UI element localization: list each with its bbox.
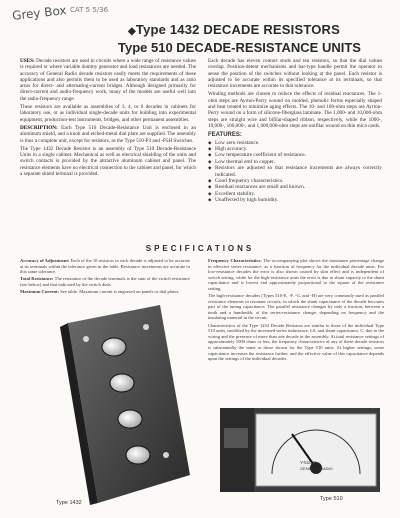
max-current-spec: Maximum Current: See table. Maximum current is engraved on panels or dial plates. xyxy=(20,288,180,294)
features-list xyxy=(208,140,382,204)
feature-item: ◆ High accuracy. xyxy=(215,146,382,152)
feature-item: ◆ Unaffected by high humidity. xyxy=(215,197,382,203)
features-section xyxy=(208,132,382,203)
caption-type-510: Type 510 xyxy=(320,496,343,502)
diamond-icon: ◆ xyxy=(128,26,136,37)
frequency-spec: Frequency Characteristics: The accompanying plot shows the maximum percentage change in effective series resistance, as a function of frequency for the individual decade units. For low-resistance decades the error is also shown caused by skin effect and is independent of switch setting, while for the high-resistance units the error is due to shunt capacity to the shunt capacitance and is lowest and approximately proportional to the square of the resistance setting. xyxy=(208,258,384,291)
page-title: ◆Type 1432 DECADE RESISTORS xyxy=(128,22,341,37)
assembly-paragraph: The Type 1432 Decade Resistor is an assembly of Type 510 Decade-Resistance Units in a single cabinet. Mechanical as well as electrical shielding of the units and switch contacts is provided by the attractive aluminum cabinet and panel. The resistance elements have no electrical connection to the cabinet and panel, for which a separate shield terminal is provided. xyxy=(20,145,196,178)
spec-right-column xyxy=(208,258,384,363)
decade-unit-dial-photo xyxy=(220,408,380,492)
dial-label: Y-510-D xyxy=(300,460,317,465)
availability-paragraph: These resistors are available as assemblies of 3, 4, or 6 decades in cabinets for laboratory use, or as individual single-decade units for building into experimental equipment, production-test instruments, bridges, and other permanent assemblies. xyxy=(20,104,196,123)
feature-item: ◆ Residual reactances are small and known. xyxy=(215,184,382,190)
frequency-spec-3: Characteristics of the Type 1432 Decade Resistors are similar to those of the individual Type 510 units, modified by the increased series inductance, L0, and shunt capacitance, C, due to the wiring and the presence of more than one decade in the assembly. At total resistance settings of approximately 1000 ohms or less, the frequency characteristics of any of these decade resistors is substantially the same as those shown for the Type 510 units. At higher settings, some capacitance increases the resistance further, and the effective value of this capacitance depends upon the settings of the individual decades. xyxy=(208,322,384,362)
feature-item: ◆ Low temperature coefficient of resistance. xyxy=(215,152,382,158)
feature-item: ◆ Good frequency characteristics. xyxy=(215,178,382,184)
caption-type-1432: Type 1432 xyxy=(56,500,82,506)
winding-paragraph: Winding methods are chosen to reduce the effects of residual reactances. The 1-ohm steps are Ayrton-Perry wound on molded, phenolic forms especially shaped and heat treated to minimize aging effects. The 10- and 100-ohm steps are Ayrton-Perry wound on a form of silicone-fiberglass laminate. The 1,000- and 10,000-ohm steps are straight wire and bifilar-shaped ribbon, respectively, while the 1000-, 10,000-, 100,000-, and 1,000,000-ohm steps are unifilar wound on thin mica cards. xyxy=(208,91,382,129)
feature-item: ◆ Resistors are adjusted so that resistance increments are always correctly indicated. xyxy=(215,165,382,178)
right-column xyxy=(208,58,382,204)
total-resistance-spec: Total Resistance: The resistance of the decade terminals is the sum of the switch resistance (see below) and that indicated by the switch dials. xyxy=(20,276,190,287)
decade-resistor-photo xyxy=(40,305,190,505)
description-paragraph: DESCRIPTION: Each Type 510 Decade-Resistance Unit is enclosed in an aluminum shield, and a knob and etched-metal dial plate are supplied. The assembly is thus a complete unit, except for resistors, as the Type 510-P3 and -P5H Switches. xyxy=(20,124,196,144)
feature-item: ◆ Low zero resistance. xyxy=(215,140,382,146)
uses-paragraph: USES: Decade resistors are used in circuits where a wide range of resistance values is required or where variable dummy generator and load resistances are needed. The accuracy of General Radio decade resistors easily meets the requirements of these applications and also permits them to be used as laboratory standards and as ratio arms for direct- and alternating-current bridges. Although designed primarily for direct-current and audio-frequency work, many of the models are useful well into the radio-frequency range. xyxy=(20,58,196,102)
feature-item: ◆ Excellent stability. xyxy=(215,191,382,197)
dial-brand: GENERAL RADIO xyxy=(300,466,333,471)
frequency-spec-2: The high-resistance decades (Types 510-E, -F, -G, and -H) are very commonly used as parallel resistance elements in resonant circuits, in which the shunt capacitance of the decade becomes part of the tuning capacitance. The parallel resistance changes by only a fraction, between a tenth and a hundredth, of the series-resistance change, depending on frequency and the insulating material in the circuit. xyxy=(208,293,384,321)
feature-item: ◆ Low thermal emf to copper. xyxy=(215,159,382,165)
page-subtitle: Type 510 DECADE-RESISTANCE UNITS xyxy=(118,40,361,55)
left-column xyxy=(20,58,196,179)
accuracy-spec: Accuracy of Adjustment: Each of the 10 resistors in each decade is adjusted to be accurate at its terminals within the tolerance given in the table. Resistance increments are accurate to this same tolerance. xyxy=(20,258,190,275)
spec-left-column xyxy=(20,258,190,296)
stamp-text: CAT 5 5/36 xyxy=(70,6,109,14)
features-heading: FEATURES: xyxy=(208,132,242,139)
contact-paragraph: Each decade has eleven contact studs and ten resistors, so that the dial values overlap. Position-detent mechanisms and bar-type handle permit the operator to sense the position of the switches without looking at the panel. Each resistor is adjusted to be accurate within its specified tolerance at its terminals, so that resistance increments are accurate to that tolerance. xyxy=(208,58,382,90)
specifications-heading: SPECIFICATIONS xyxy=(145,244,255,253)
handwritten-note: Grey Box xyxy=(11,3,68,23)
